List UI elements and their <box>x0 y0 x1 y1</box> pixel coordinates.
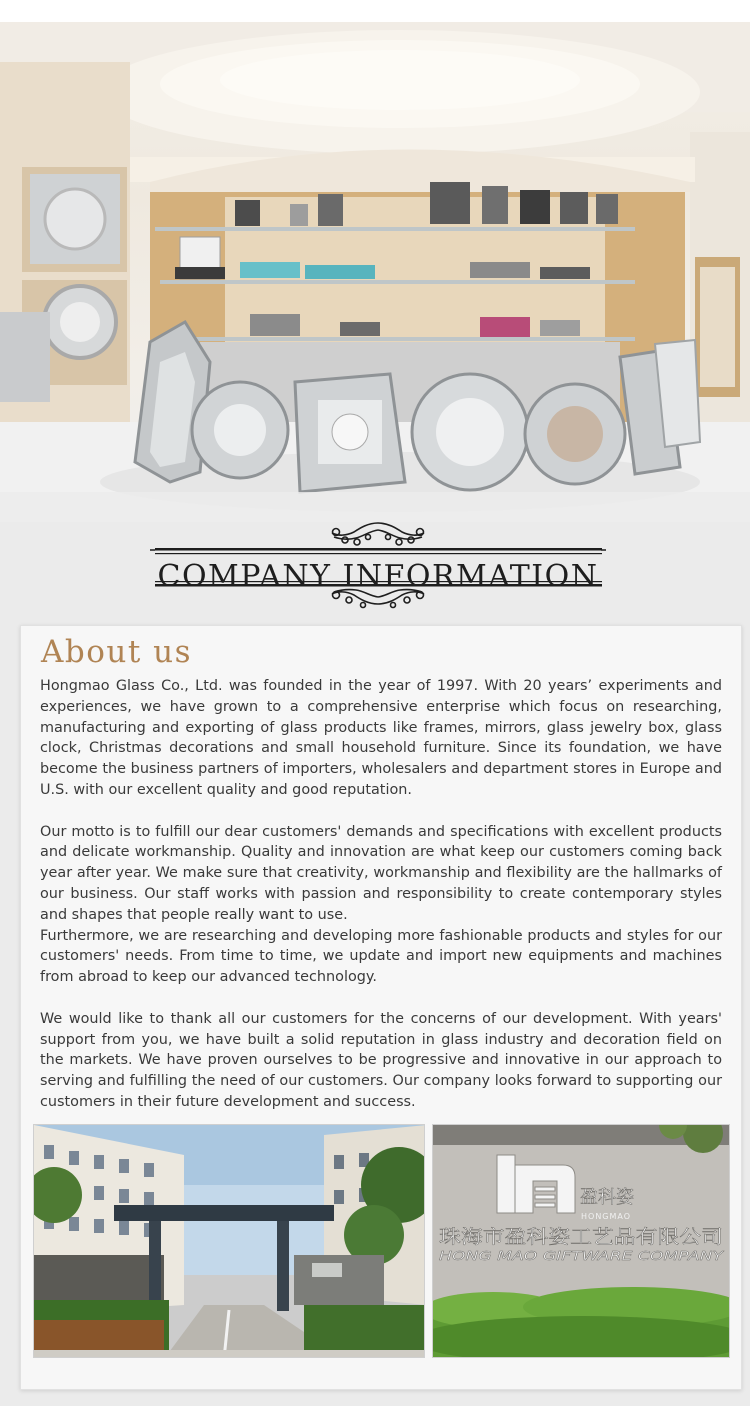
about-text <box>40 676 722 1113</box>
company-gate-photo <box>33 1124 425 1358</box>
sign-company-cn: 珠海市盈科姿工艺品有限公司 <box>439 1226 723 1248</box>
about-paragraph-2: Our motto is to fulfill our dear customers' demands and specifications with excellent products and delicate workmanship. Quality and innovation are what keep our customers coming back year after year. We make sure that creativity, workmanship and flexibility are the hallmarks of our business. Our staff works with passion and responsibility to create contemporary styles and shapes that people really want to use. <box>40 823 722 923</box>
hero-showroom-image <box>0 22 750 522</box>
about-us-card <box>20 625 742 1390</box>
about-paragraph-4: We would like to thank all our customers for the concerns of our development. With years' support from you, we have built a solid reputation in glass industry and decoration field on the markets. We have proven ourselves to be progressive and innovative in our approach to serving and fulfilling the need of our customers. Our company looks forward to supporting our customers in their future development and success. <box>40 1010 722 1110</box>
banner-title: COMPANY INFORMATION <box>157 559 599 594</box>
sign-company-en: HONG MAO GIFTWARE COMPANY <box>439 1249 726 1263</box>
company-information-banner <box>0 520 750 610</box>
about-paragraph-3: Furthermore, we are researching and developing more fashionable products and styles for our customers' needs. From time to time, we update and import new equipments and machines from abroad to keep our advanced technology. <box>40 927 722 986</box>
about-paragraph-1: Hongmao Glass Co., Ltd. was founded in the year of 1997. With 20 years’ experiments and experiences, we have grown to a comprehensive enterprise which focus on researching, manufacturing and exporting of glass products like frames, mirrors, glass jewelry box, glass clock, Christmas decorations and small household furniture. Since its foundation, we have become the business partners of importers, wholesalers and department stores in Europe and U.S. with our excellent quality and good reputation. <box>40 678 722 798</box>
sign-brand-cn: 盈科姿 <box>580 1187 634 1208</box>
company-sign-photo <box>432 1124 730 1358</box>
sign-brand-en: HONGMAO <box>581 1212 632 1221</box>
about-heading: About us <box>41 634 193 670</box>
top-strip <box>0 0 750 22</box>
